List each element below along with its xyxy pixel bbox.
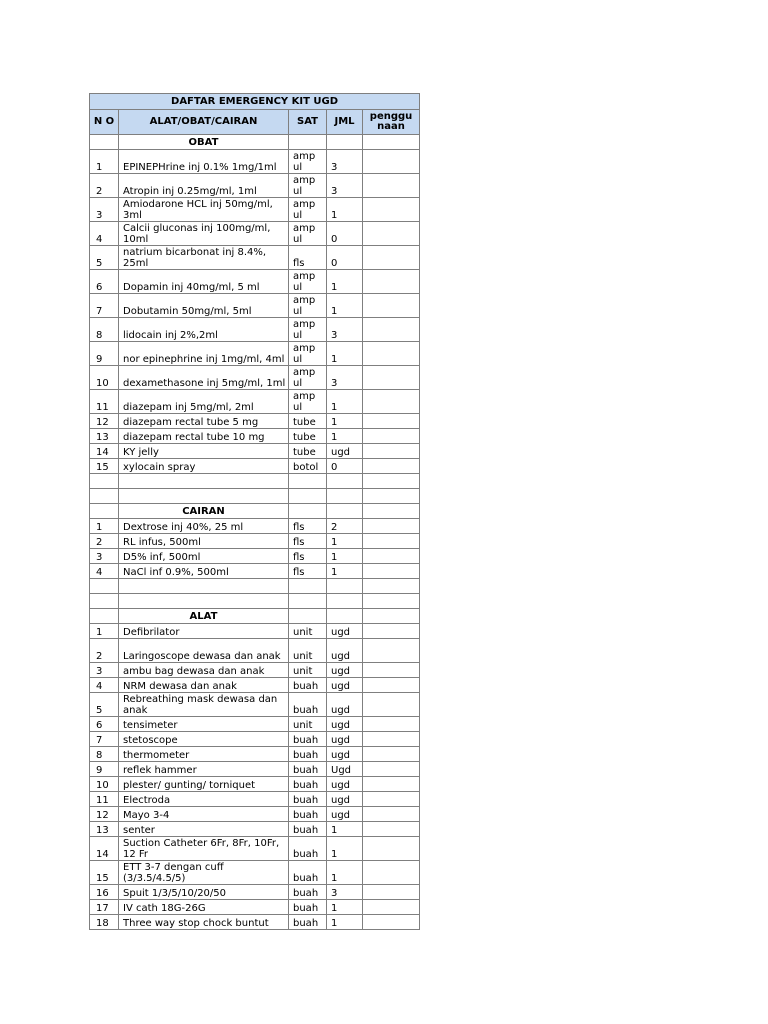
item-usage [363, 885, 420, 900]
empty-cell [289, 474, 327, 489]
item-usage [363, 678, 420, 693]
row-number: 9 [90, 342, 119, 366]
item-usage [363, 900, 420, 915]
empty-cell [363, 474, 420, 489]
table-row [90, 807, 420, 822]
item-qty: 1 [327, 900, 363, 915]
item-qty: ugd [327, 639, 363, 663]
item-qty: 1 [327, 270, 363, 294]
row-number: 2 [90, 534, 119, 549]
table-row [90, 885, 420, 900]
empty-cell [363, 609, 420, 624]
item-name: Spuit 1/3/5/10/20/50 [119, 885, 289, 900]
item-usage [363, 198, 420, 222]
table-row [90, 822, 420, 837]
empty-cell [289, 579, 327, 594]
row-number: 13 [90, 429, 119, 444]
item-qty: 1 [327, 564, 363, 579]
item-usage [363, 762, 420, 777]
empty-cell [327, 579, 363, 594]
item-name: plester/ gunting/ torniquet [119, 777, 289, 792]
item-qty: 3 [327, 150, 363, 174]
empty-cell [90, 594, 119, 609]
row-number: 11 [90, 792, 119, 807]
item-qty: 1 [327, 534, 363, 549]
table-row [90, 366, 420, 390]
item-name: Electroda [119, 792, 289, 807]
table-row [90, 342, 420, 366]
item-qty: 1 [327, 342, 363, 366]
item-usage [363, 624, 420, 639]
row-number: 12 [90, 807, 119, 822]
row-number: 2 [90, 639, 119, 663]
item-usage [363, 777, 420, 792]
item-usage [363, 822, 420, 837]
item-name: natrium bicarbonat inj 8.4%, 25ml [119, 246, 289, 270]
table-row [90, 270, 420, 294]
item-unit: fls [289, 534, 327, 549]
empty-cell [90, 504, 119, 519]
table-row [90, 678, 420, 693]
row-number: 5 [90, 693, 119, 717]
item-qty: 1 [327, 429, 363, 444]
row-number: 16 [90, 885, 119, 900]
item-usage [363, 444, 420, 459]
table-row [90, 777, 420, 792]
item-qty: ugd [327, 777, 363, 792]
item-name: diazepam inj 5mg/ml, 2ml [119, 390, 289, 414]
item-name: diazepam rectal tube 10 mg [119, 429, 289, 444]
item-qty: 1 [327, 198, 363, 222]
empty-cell [289, 489, 327, 504]
empty-cell [327, 609, 363, 624]
item-unit: fls [289, 519, 327, 534]
table-row [90, 762, 420, 777]
item-qty: ugd [327, 717, 363, 732]
section-row [90, 609, 420, 624]
empty-cell [119, 489, 289, 504]
item-unit: amp ul [289, 366, 327, 390]
item-unit: buah [289, 678, 327, 693]
row-number: 18 [90, 915, 119, 930]
row-number: 3 [90, 549, 119, 564]
row-number: 1 [90, 624, 119, 639]
item-name: Mayo 3-4 [119, 807, 289, 822]
item-unit: buah [289, 792, 327, 807]
empty-cell [363, 579, 420, 594]
item-name: Suction Catheter 6Fr, 8Fr, 10Fr, 12 Fr [119, 837, 289, 861]
item-name: reflek hammer [119, 762, 289, 777]
row-number: 6 [90, 717, 119, 732]
empty-cell [289, 135, 327, 150]
row-number: 8 [90, 318, 119, 342]
row-number: 14 [90, 837, 119, 861]
item-name: Amiodarone HCL inj 50mg/ml, 3ml [119, 198, 289, 222]
item-qty: Ugd [327, 762, 363, 777]
item-usage [363, 732, 420, 747]
item-usage [363, 717, 420, 732]
item-qty: 0 [327, 459, 363, 474]
row-number: 3 [90, 663, 119, 678]
row-number: 10 [90, 366, 119, 390]
item-usage [363, 792, 420, 807]
item-unit: amp ul [289, 174, 327, 198]
empty-cell [119, 594, 289, 609]
item-name: Dobutamin 50mg/ml, 5ml [119, 294, 289, 318]
row-number: 9 [90, 762, 119, 777]
item-name: Defibrilator [119, 624, 289, 639]
item-name: lidocain inj 2%,2ml [119, 318, 289, 342]
table-row [90, 318, 420, 342]
item-unit: unit [289, 717, 327, 732]
item-name: nor epinephrine inj 1mg/ml, 4ml [119, 342, 289, 366]
item-usage [363, 861, 420, 885]
item-usage [363, 390, 420, 414]
header-unit: SAT [289, 110, 327, 135]
row-number: 2 [90, 174, 119, 198]
item-qty: ugd [327, 624, 363, 639]
item-name: RL infus, 500ml [119, 534, 289, 549]
item-name: Atropin inj 0.25mg/ml, 1ml [119, 174, 289, 198]
item-name: KY jelly [119, 444, 289, 459]
empty-cell [363, 504, 420, 519]
empty-row [90, 594, 420, 609]
empty-cell [327, 135, 363, 150]
item-name: NaCl inf 0.9%, 500ml [119, 564, 289, 579]
table-row [90, 519, 420, 534]
table-row [90, 198, 420, 222]
item-unit: buah [289, 777, 327, 792]
item-name: stetoscope [119, 732, 289, 747]
item-unit: tube [289, 444, 327, 459]
empty-cell [90, 135, 119, 150]
item-unit: buah [289, 822, 327, 837]
table-row [90, 444, 420, 459]
row-number: 12 [90, 414, 119, 429]
empty-row [90, 489, 420, 504]
item-usage [363, 837, 420, 861]
row-number: 4 [90, 564, 119, 579]
table-row [90, 564, 420, 579]
item-qty: ugd [327, 678, 363, 693]
table-row [90, 390, 420, 414]
empty-cell [327, 504, 363, 519]
item-usage [363, 294, 420, 318]
table-row [90, 837, 420, 861]
item-unit: tube [289, 414, 327, 429]
section-title: CAIRAN [119, 504, 289, 519]
table-row [90, 915, 420, 930]
item-usage [363, 564, 420, 579]
item-name: dexamethasone inj 5mg/ml, 1ml [119, 366, 289, 390]
row-number: 1 [90, 150, 119, 174]
item-qty: 1 [327, 837, 363, 861]
table-body [90, 135, 420, 930]
item-qty: 1 [327, 915, 363, 930]
item-unit: buah [289, 693, 327, 717]
item-name: ETT 3-7 dengan cuff (3/3.5/4.5/5) [119, 861, 289, 885]
table-row [90, 534, 420, 549]
item-unit: tube [289, 429, 327, 444]
item-usage [363, 915, 420, 930]
empty-cell [363, 594, 420, 609]
item-unit: buah [289, 900, 327, 915]
empty-cell [90, 579, 119, 594]
row-number: 11 [90, 390, 119, 414]
item-unit: botol [289, 459, 327, 474]
table-row [90, 900, 420, 915]
item-qty: ugd [327, 693, 363, 717]
item-unit: unit [289, 639, 327, 663]
empty-cell [289, 594, 327, 609]
empty-cell [289, 504, 327, 519]
item-name: senter [119, 822, 289, 837]
item-usage [363, 693, 420, 717]
table-row [90, 861, 420, 885]
item-unit: amp ul [289, 198, 327, 222]
item-name: Three way stop chock buntut [119, 915, 289, 930]
item-qty: 0 [327, 246, 363, 270]
header-item: ALAT/OBAT/CAIRAN [119, 110, 289, 135]
empty-row [90, 474, 420, 489]
empty-cell [119, 474, 289, 489]
item-unit: amp ul [289, 318, 327, 342]
empty-cell [327, 474, 363, 489]
item-usage [363, 519, 420, 534]
item-qty: 1 [327, 822, 363, 837]
table-row [90, 246, 420, 270]
item-name: D5% inf, 500ml [119, 549, 289, 564]
item-usage [363, 246, 420, 270]
table-row [90, 414, 420, 429]
table-row [90, 717, 420, 732]
item-name: Rebreathing mask dewasa dan anak [119, 693, 289, 717]
item-usage [363, 270, 420, 294]
row-number: 3 [90, 198, 119, 222]
row-number: 13 [90, 822, 119, 837]
item-usage [363, 174, 420, 198]
item-usage [363, 639, 420, 663]
item-usage [363, 366, 420, 390]
empty-cell [363, 135, 420, 150]
item-qty: ugd [327, 444, 363, 459]
row-number: 14 [90, 444, 119, 459]
item-name: NRM dewasa dan anak [119, 678, 289, 693]
row-number: 15 [90, 459, 119, 474]
item-unit: buah [289, 762, 327, 777]
item-usage [363, 414, 420, 429]
empty-cell [90, 489, 119, 504]
item-usage [363, 222, 420, 246]
row-number: 7 [90, 732, 119, 747]
item-qty: ugd [327, 792, 363, 807]
empty-cell [119, 579, 289, 594]
row-number: 7 [90, 294, 119, 318]
table-row [90, 747, 420, 762]
section-title: OBAT [119, 135, 289, 150]
item-usage [363, 534, 420, 549]
item-usage [363, 663, 420, 678]
table-row [90, 732, 420, 747]
table-row [90, 459, 420, 474]
section-row [90, 504, 420, 519]
row-number: 5 [90, 246, 119, 270]
item-unit: unit [289, 663, 327, 678]
table-row [90, 792, 420, 807]
item-unit: buah [289, 732, 327, 747]
item-qty: 3 [327, 318, 363, 342]
item-name: tensimeter [119, 717, 289, 732]
header-no: N O [90, 110, 119, 135]
item-unit: amp ul [289, 150, 327, 174]
item-unit: fls [289, 564, 327, 579]
item-qty: 1 [327, 549, 363, 564]
item-qty: ugd [327, 663, 363, 678]
row-number: 6 [90, 270, 119, 294]
item-qty: 1 [327, 414, 363, 429]
table-row [90, 663, 420, 678]
item-unit: buah [289, 807, 327, 822]
item-usage [363, 318, 420, 342]
item-usage [363, 342, 420, 366]
emergency-kit-table [89, 93, 420, 930]
item-qty: 0 [327, 222, 363, 246]
item-qty: 1 [327, 294, 363, 318]
item-unit: fls [289, 246, 327, 270]
table-row [90, 294, 420, 318]
item-unit: buah [289, 885, 327, 900]
item-name: diazepam rectal tube 5 mg [119, 414, 289, 429]
empty-cell [327, 489, 363, 504]
table-row [90, 429, 420, 444]
header-use: penggu naan [363, 110, 420, 135]
item-unit: fls [289, 549, 327, 564]
item-unit: unit [289, 624, 327, 639]
empty-cell [90, 474, 119, 489]
item-unit: buah [289, 747, 327, 762]
row-number: 17 [90, 900, 119, 915]
item-unit: amp ul [289, 342, 327, 366]
table-row [90, 150, 420, 174]
item-name: Dextrose inj 40%, 25 ml [119, 519, 289, 534]
item-usage [363, 747, 420, 762]
row-number: 4 [90, 222, 119, 246]
row-number: 15 [90, 861, 119, 885]
empty-row [90, 579, 420, 594]
item-name: thermometer [119, 747, 289, 762]
table-row [90, 174, 420, 198]
row-number: 4 [90, 678, 119, 693]
item-unit: buah [289, 915, 327, 930]
item-usage [363, 150, 420, 174]
table-row [90, 639, 420, 663]
item-unit: amp ul [289, 294, 327, 318]
empty-cell [363, 489, 420, 504]
table-row [90, 693, 420, 717]
section-title: ALAT [119, 609, 289, 624]
item-unit: amp ul [289, 222, 327, 246]
item-name: Calcii gluconas inj 100mg/ml, 10ml [119, 222, 289, 246]
table-row [90, 222, 420, 246]
item-name: Dopamin inj 40mg/ml, 5 ml [119, 270, 289, 294]
table-title: DAFTAR EMERGENCY KIT UGD [90, 94, 420, 110]
item-usage [363, 459, 420, 474]
item-name: ambu bag dewasa dan anak [119, 663, 289, 678]
item-name: IV cath 18G-26G [119, 900, 289, 915]
item-qty: ugd [327, 747, 363, 762]
row-number: 10 [90, 777, 119, 792]
header-qty: JML [327, 110, 363, 135]
row-number: 8 [90, 747, 119, 762]
item-qty: ugd [327, 732, 363, 747]
item-usage [363, 807, 420, 822]
item-unit: amp ul [289, 270, 327, 294]
item-name: EPINEPHrine inj 0.1% 1mg/1ml [119, 150, 289, 174]
empty-cell [327, 594, 363, 609]
item-unit: amp ul [289, 390, 327, 414]
item-usage [363, 549, 420, 564]
item-qty: 3 [327, 885, 363, 900]
item-qty: 2 [327, 519, 363, 534]
item-unit: buah [289, 861, 327, 885]
item-name: xylocain spray [119, 459, 289, 474]
row-number: 1 [90, 519, 119, 534]
item-unit: buah [289, 837, 327, 861]
item-usage [363, 429, 420, 444]
item-qty: ugd [327, 807, 363, 822]
item-qty: 3 [327, 174, 363, 198]
table-row [90, 624, 420, 639]
item-qty: 1 [327, 390, 363, 414]
section-row [90, 135, 420, 150]
empty-cell [90, 609, 119, 624]
item-qty: 3 [327, 366, 363, 390]
item-name: Laringoscope dewasa dan anak [119, 639, 289, 663]
table-row [90, 549, 420, 564]
empty-cell [289, 609, 327, 624]
item-qty: 1 [327, 861, 363, 885]
